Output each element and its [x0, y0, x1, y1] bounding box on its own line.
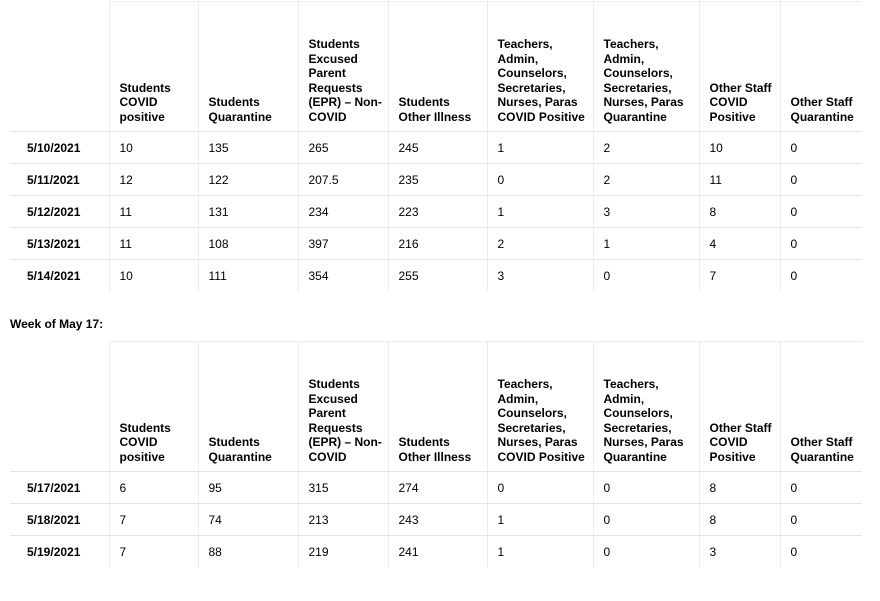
header-other-staff-covid-positive: Other Staff COVID Positive [699, 2, 780, 132]
table-cell: 2 [593, 132, 699, 164]
table-cell: 10 [699, 132, 780, 164]
table-cell: 2 [593, 164, 699, 196]
header-students-covid-positive: Students COVID positive [109, 342, 198, 472]
table-cell: 95 [198, 472, 298, 504]
table-cell: 245 [388, 132, 487, 164]
table-cell: 8 [699, 504, 780, 536]
row-date-cell: 5/13/2021 [10, 228, 109, 260]
table-cell: 0 [780, 504, 862, 536]
table-cell: 131 [198, 196, 298, 228]
table-row [10, 164, 862, 196]
table-cell: 0 [593, 260, 699, 292]
row-date-cell: 5/18/2021 [10, 504, 109, 536]
table-cell: 223 [388, 196, 487, 228]
table-cell: 2 [487, 228, 593, 260]
table-cell: 315 [298, 472, 388, 504]
row-date-cell: 5/11/2021 [10, 164, 109, 196]
table-cell: 3 [699, 536, 780, 568]
table-cell: 1 [487, 196, 593, 228]
header-students-quarantine: Students Quarantine [198, 2, 298, 132]
table-cell: 0 [780, 260, 862, 292]
table-cell: 74 [198, 504, 298, 536]
header-teachers-quarantine: Teachers, Admin, Counselors, Secretaries, Nurses, Paras Quarantine [593, 342, 699, 472]
header-date [10, 2, 109, 132]
table-row [10, 504, 862, 536]
table-cell: 111 [198, 260, 298, 292]
table-cell: 7 [109, 504, 198, 536]
table-row [10, 228, 862, 260]
header-date [10, 342, 109, 472]
table-cell: 0 [780, 228, 862, 260]
table-cell: 0 [780, 196, 862, 228]
table-cell: 274 [388, 472, 487, 504]
table-cell: 216 [388, 228, 487, 260]
table-cell: 234 [298, 196, 388, 228]
table-cell: 0 [487, 164, 593, 196]
table-cell: 4 [699, 228, 780, 260]
header-students-epr: Students Excused Parent Requests (EPR) – Non-COVID [298, 2, 388, 132]
table-cell: 0 [593, 504, 699, 536]
table-cell: 10 [109, 132, 198, 164]
table-cell: 265 [298, 132, 388, 164]
table-cell: 88 [198, 536, 298, 568]
table-cell: 11 [699, 164, 780, 196]
table-cell: 0 [780, 132, 862, 164]
table-cell: 0 [487, 472, 593, 504]
table-cell: 7 [699, 260, 780, 292]
header-students-epr: Students Excused Parent Requests (EPR) – Non-COVID [298, 342, 388, 472]
table-row [10, 196, 862, 228]
table-cell: 219 [298, 536, 388, 568]
table-cell: 0 [780, 164, 862, 196]
table-cell: 207.5 [298, 164, 388, 196]
table-cell: 10 [109, 260, 198, 292]
table-cell: 354 [298, 260, 388, 292]
table-cell: 1 [487, 536, 593, 568]
table-cell: 6 [109, 472, 198, 504]
table-cell: 0 [780, 536, 862, 568]
table-cell: 255 [388, 260, 487, 292]
header-students-other-illness: Students Other Illness [388, 2, 487, 132]
table-cell: 243 [388, 504, 487, 536]
header-row [10, 342, 862, 472]
table-row [10, 536, 862, 568]
table-cell: 1 [487, 504, 593, 536]
table-cell: 213 [298, 504, 388, 536]
table-row [10, 472, 862, 504]
table-cell: 3 [593, 196, 699, 228]
table-cell: 397 [298, 228, 388, 260]
header-teachers-covid-positive: Teachers, Admin, Counselors, Secretaries, Nurses, Paras COVID Positive [487, 342, 593, 472]
header-students-other-illness: Students Other Illness [388, 342, 487, 472]
table-cell: 12 [109, 164, 198, 196]
row-date-cell: 5/17/2021 [10, 472, 109, 504]
header-teachers-covid-positive: Teachers, Admin, Counselors, Secretaries, Nurses, Paras COVID Positive [487, 2, 593, 132]
table-cell: 0 [593, 536, 699, 568]
table-cell: 7 [109, 536, 198, 568]
row-date-cell: 5/19/2021 [10, 536, 109, 568]
header-other-staff-covid-positive: Other Staff COVID Positive [699, 342, 780, 472]
table-cell: 122 [198, 164, 298, 196]
table-cell: 0 [780, 472, 862, 504]
header-students-quarantine: Students Quarantine [198, 342, 298, 472]
table-cell: 135 [198, 132, 298, 164]
table-cell: 8 [699, 196, 780, 228]
header-other-staff-quarantine: Other Staff Quarantine [780, 342, 862, 472]
table-cell: 1 [487, 132, 593, 164]
table-cell: 1 [593, 228, 699, 260]
table-row [10, 132, 862, 164]
table-row [10, 260, 862, 292]
table-cell: 108 [198, 228, 298, 260]
table-cell: 11 [109, 228, 198, 260]
row-date-cell: 5/12/2021 [10, 196, 109, 228]
header-other-staff-quarantine: Other Staff Quarantine [780, 2, 862, 132]
table-cell: 235 [388, 164, 487, 196]
data-table-week-may-17 [10, 341, 862, 567]
header-teachers-quarantine: Teachers, Admin, Counselors, Secretaries, Nurses, Paras Quarantine [593, 2, 699, 132]
data-table-week-may-10 [10, 1, 862, 291]
row-date-cell: 5/10/2021 [10, 132, 109, 164]
table-cell: 8 [699, 472, 780, 504]
header-row [10, 2, 862, 132]
row-date-cell: 5/14/2021 [10, 260, 109, 292]
document [10, 0, 862, 567]
table-cell: 11 [109, 196, 198, 228]
week-heading: Week of May 17: [10, 317, 104, 331]
table-cell: 241 [388, 536, 487, 568]
table-cell: 3 [487, 260, 593, 292]
table-cell: 0 [593, 472, 699, 504]
header-students-covid-positive: Students COVID positive [109, 2, 198, 132]
